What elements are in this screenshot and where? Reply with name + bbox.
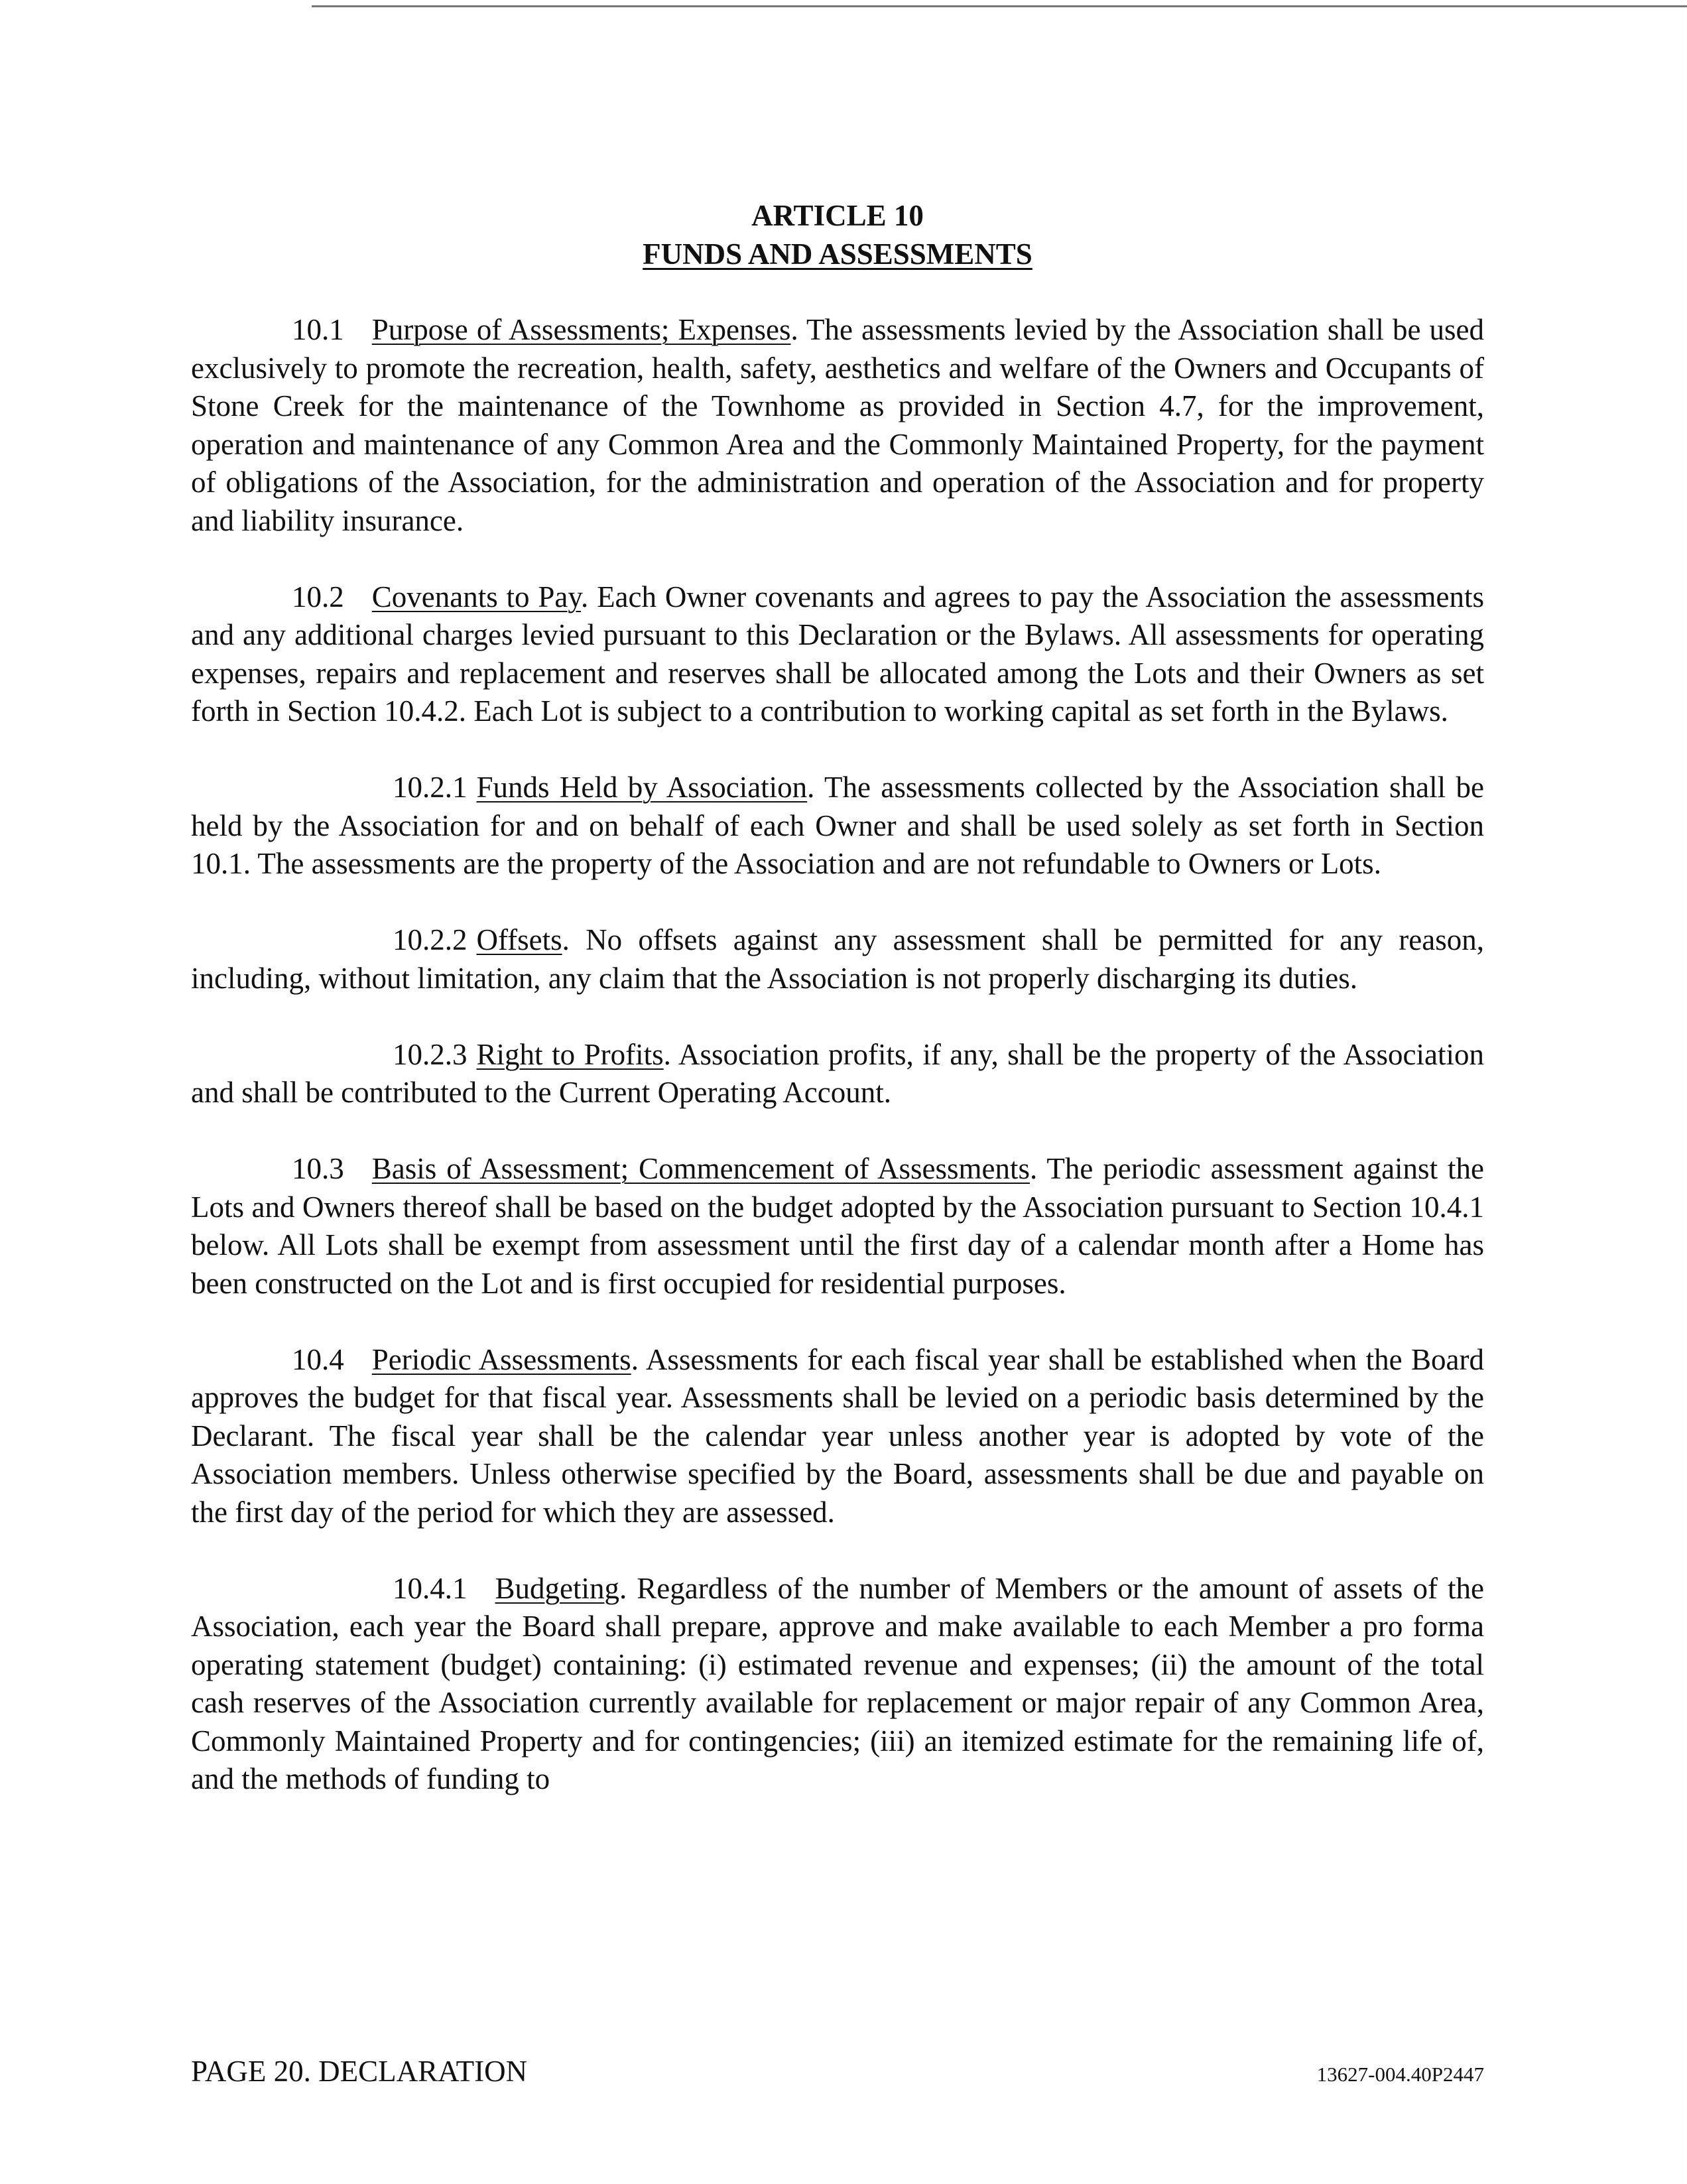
page-footer-label: PAGE 20. DECLARATION [191, 2055, 528, 2088]
section-10-4-1 [191, 1570, 1484, 1799]
section-body: . The assessments levied by the Association shall be used exclusively to promote the recreation, health, safety, aesthetics and welfare of the Owners and Occupants of Stone Creek for the maintenance of the Townhome as provided in Section 4.7, for the improvement, operation and maintenance of any Common Area and the Commonly Maintained Property, for the payment of obligations of the Association, for the administration and operation of the Association and for property and liability insurance. [191, 313, 1484, 537]
section-10-3 [191, 1150, 1484, 1303]
section-body: . The assessments collected by the Association shall be held by the Association for and on behalf of each Owner and shall be used solely as set forth in Section 10.1. The assessments are the property of the Association and are not refundable to Owners or Lots. [191, 771, 1484, 880]
section-10-4 [191, 1341, 1484, 1532]
section-number: 10.4 [292, 1342, 344, 1376]
section-number: 10.2.1 [393, 771, 468, 804]
section-number: 10.2.2 [393, 923, 468, 956]
section-10-2-3 [191, 1036, 1484, 1112]
section-10-2-1 [191, 769, 1484, 883]
section-body: . The periodic assessment against the Lots and Owners thereof shall be based on the budget adopted by the Association pursuant to Section 10.4.1 below. All Lots shall be exempt from assessment until the first day of a calendar month after a Home has been constructed on the Lot and is first occupied for residential purposes. [191, 1152, 1485, 1300]
section-number: 10.4.1 [393, 1571, 468, 1605]
section-body: . Association profits, if any, shall be the property of the Association and shall be contributed to the Current Operating Account. [191, 1037, 1484, 1109]
article-title: FUNDS AND ASSESSMENTS [643, 237, 1032, 271]
section-number: 10.2.3 [393, 1037, 468, 1071]
article-heading [191, 196, 1484, 273]
section-body: . Regardless of the number of Members or the amount of assets of the Association, each year the Board shall prepare, approve and make available to each Member a pro forma operating statement (budget) containing: (i) estimated revenue and expenses; (ii) the amount of the total cash reserves of the Association currently available for replacement or major repair of any Common Area, Commonly Maintained Property and for contingencies; (iii) an itemized estimate for the remaining life of, and the methods of funding to [191, 1571, 1484, 1795]
section-10-2-2 [191, 921, 1484, 997]
document-id: 13627-004.40P2447 [1316, 2063, 1484, 2086]
section-body: . No offsets against any assessment shall be permitted for any reason, including, without limitation, any claim that the Association is not properly discharging its duties. [191, 923, 1484, 995]
section-title: Budgeting [495, 1571, 619, 1605]
section-title: Funds Held by Association [476, 771, 808, 804]
section-title: Right to Profits [476, 1037, 664, 1071]
section-number: 10.2 [292, 580, 344, 613]
section-body: . Assessments for each fiscal year shall be established when the Board approves the budget for that fiscal year. Assessments shall be levied on a periodic basis determined by the Declarant. The fiscal year shall be the calendar year unless another year is adopted by vote of the Association members. Unless otherwise specified by the Board, assessments shall be due and payable on the first day of the period for which they are assessed. [191, 1342, 1484, 1529]
article-number: ARTICLE 10 [751, 199, 924, 232]
section-body: . Each Owner covenants and agrees to pay the Association the assessments and any additional charges levied pursuant to this Declaration or the Bylaws. All assessments for operating expenses, repairs and replacement and reserves shall be allocated among the Lots and their Owners as set forth in Section 10.4.2. Each Lot is subject to a contribution to working capital as set forth in the Bylaws. [191, 580, 1485, 728]
section-10-2 [191, 578, 1484, 731]
section-title: Purpose of Assessments; Expenses [371, 313, 791, 346]
section-number: 10.3 [292, 1152, 344, 1185]
section-number: 10.1 [292, 313, 344, 346]
section-title: Offsets [476, 923, 562, 956]
section-10-1 [191, 311, 1484, 540]
document-page [191, 196, 1484, 1799]
section-title: Periodic Assessments [371, 1342, 631, 1376]
section-title: Basis of Assessment; Commencement of Assessments [371, 1152, 1030, 1185]
section-title: Covenants to Pay [371, 580, 581, 613]
top-border-line [312, 5, 1687, 7]
